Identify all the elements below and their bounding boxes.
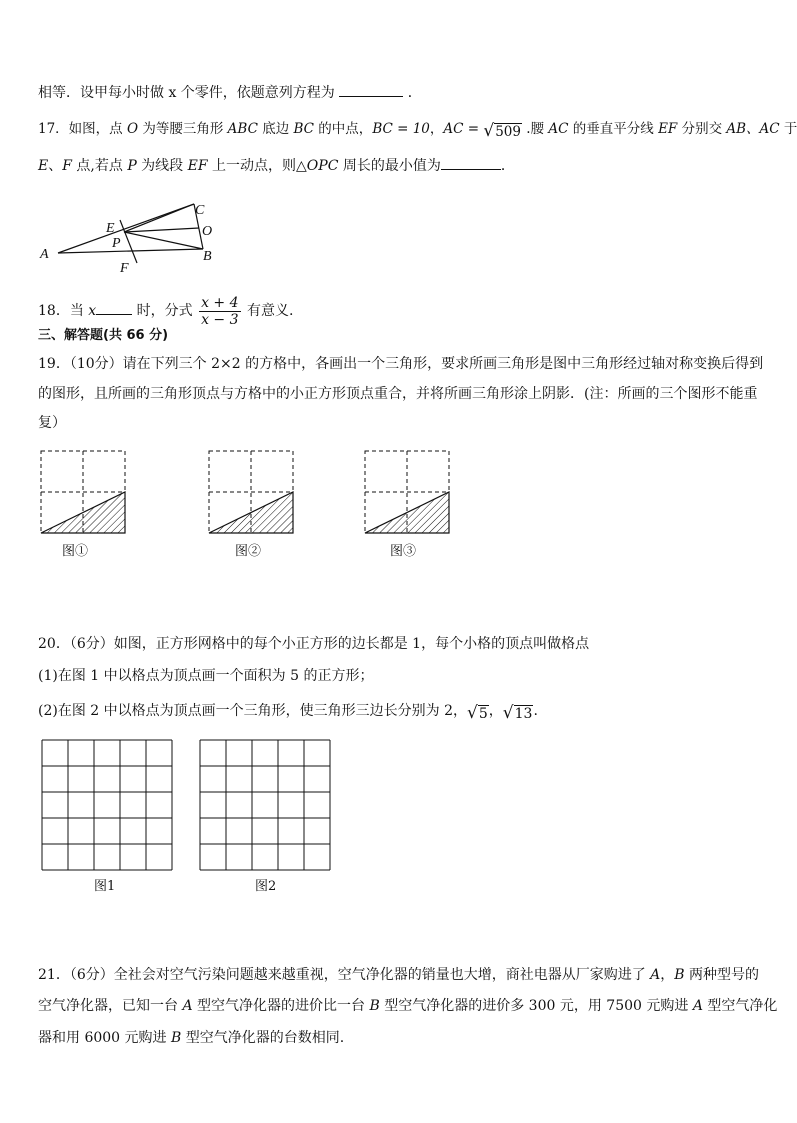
caption-fig1: 图① [62, 544, 89, 559]
label-A: A [40, 247, 49, 262]
q21-line-1: 21．（6分）全社会对空气污染问题越来越重视，空气净化器的销量也大增，商社电器从厂家购进了 A，B 两种型号的 [38, 967, 760, 983]
sqrt-13: √ 13 [502, 703, 533, 723]
bc-equation: BC = 10 [372, 121, 430, 137]
q19-line-1: 19．（10分）请在下列三个 2×2 的方格中，各画出一个三角形，要求所画三角形是图中三角形经过轴对称变换后得到 [38, 356, 764, 372]
grid-figure-1 [42, 740, 172, 870]
q20-line-3: (2)在图 2 中以格点为顶点画一个三角形，使三角形三边长分别为 2， √ 5 ， √ 13 . [38, 703, 538, 723]
sqrt-509: √ 509 [483, 121, 521, 141]
q17-line-2: E、F 点,若点 P 为线段 EF 上一动点，则△OPC 周长的最小值为 ． [38, 155, 515, 176]
grid-figure-2 [200, 740, 330, 870]
label-O: O [202, 224, 213, 239]
q20-line-2: (1)在图 1 中以格点为顶点画一个面积为 5 的正方形； [38, 668, 374, 684]
q18-line: 18．当 x 时，分式 $\frac{x + 4}{x - 3}$ 有意义. [38, 294, 294, 328]
q16-tail-line: 相等．设甲每小时做 x 个零件，依题意列方程为 ． [38, 82, 422, 103]
sqrt-5: √ 5 [467, 703, 488, 723]
label-F: F [120, 261, 129, 276]
fraction: $\frac{x + 4}{x - 3}$ [201, 294, 239, 328]
q19-line-3: 复） [38, 415, 66, 431]
q17-line-1: 17．如图，点 O 为等腰三角形 ABC 底边 BC 的中点，BC = 10，AC = √ 509 .腰 AC 的垂直平分线 EF 分别交 AB、AC 于 [38, 121, 797, 141]
label-C: C [195, 203, 205, 218]
q20-line-1: 20．（6分）如图，正方形网格中的每个小正方形的边长都是 1，每个小格的顶点叫做格点 [38, 636, 590, 652]
label-P: P [112, 236, 121, 251]
q21-line-3: 器和用 6000 元购进 B 型空气净化器的台数相同. [38, 1030, 345, 1046]
label-E: E [106, 221, 115, 236]
q16-tail-text: 相等．设甲每小时做 x 个零件，依题意列方程为 [38, 85, 335, 101]
caption-grid2: 图2 [255, 879, 277, 894]
q21-line-2: 空气净化器，已知一台 A 型空气净化器的进价比一台 B 型空气净化器的进价多 300 元，用 7500 元购进 A 型空气净化 [38, 998, 778, 1014]
q19-line-2: 的图形，且所画的三角形顶点与方格中的小正方形顶点重合，并将所画三角形涂上阴影．(注：所画的三个图形不能重 [38, 386, 758, 402]
caption-fig3: 图③ [390, 544, 417, 559]
label-B: B [203, 249, 212, 264]
ac-equation: AC = [443, 121, 484, 137]
section-heading: 三、解答题(共 66 分) [38, 328, 169, 343]
caption-fig2: 图② [235, 544, 262, 559]
caption-grid1: 图1 [94, 879, 116, 894]
